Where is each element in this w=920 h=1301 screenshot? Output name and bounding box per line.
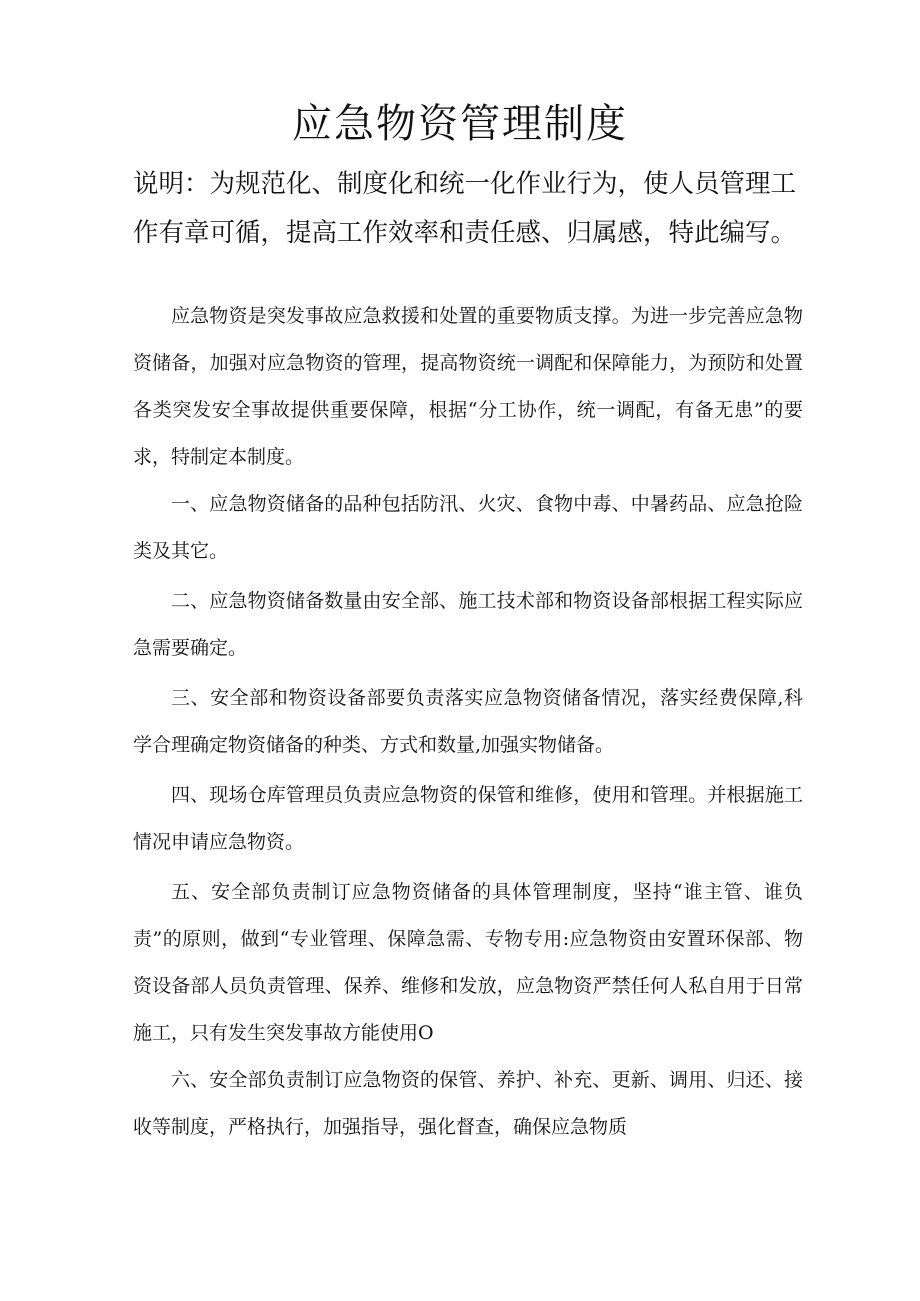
clause-paragraph-1: 一、应急物资储备的品种包括防汛、火灾、食物中毒、中暑药品、应急抢险类及其它。 <box>133 493 803 562</box>
clause-paragraph-3: 三、安全部和物资设备部要负责落实应急物资储备情况，落实经费保障,科学合理确定物资储备的种类、方式和数量,加强实物储备。 <box>133 687 803 756</box>
clause-paragraph-4: 四、现场仓库管理员负责应急物资的保管和维修，使用和管理。并根据施工情况申请应急物资。 <box>133 784 803 853</box>
document-title: 应急物资管理制度 <box>292 101 628 147</box>
clause-paragraph-5: 五、安全部负责制订应急物资储备的具体管理制度，坚持“谁主管、谁负责”的原则，做到“专业管理、保障急需、专物专用:应急物资由安置环保部、物资设备部人员负责管理、保养、维修和发放，应急物资严禁任何人私自用于日常施工，只有发生突发事故方能使用O <box>133 881 803 1044</box>
clause-paragraph-2: 二、应急物资储备数量由安全部、施工技术部和物资设备部根据工程实际应急需要确定。 <box>133 590 803 659</box>
intro-paragraph: 应急物资是突发事故应急救援和处置的重要物质支撑。为进一步完善应急物资储备，加强对应急物资的管理，提高物资统一调配和保障能力，为预防和处置各类突发安全事故提供重要保障，根据“分工协作，统一调配，有备无患”的要求，特制定本制度。 <box>133 305 803 468</box>
document-note: 说明：为规范化、制度化和统一化作业行为，使人员管理工作有章可循，提高工作效率和责任感、归属感，特此编写。 <box>133 169 797 248</box>
clause-paragraph-6: 六、安全部负责制订应急物资的保管、养护、补充、更新、调用、归还、接收等制度，严格执行，加强指导，强化督查，确保应急物质 <box>133 1069 803 1138</box>
